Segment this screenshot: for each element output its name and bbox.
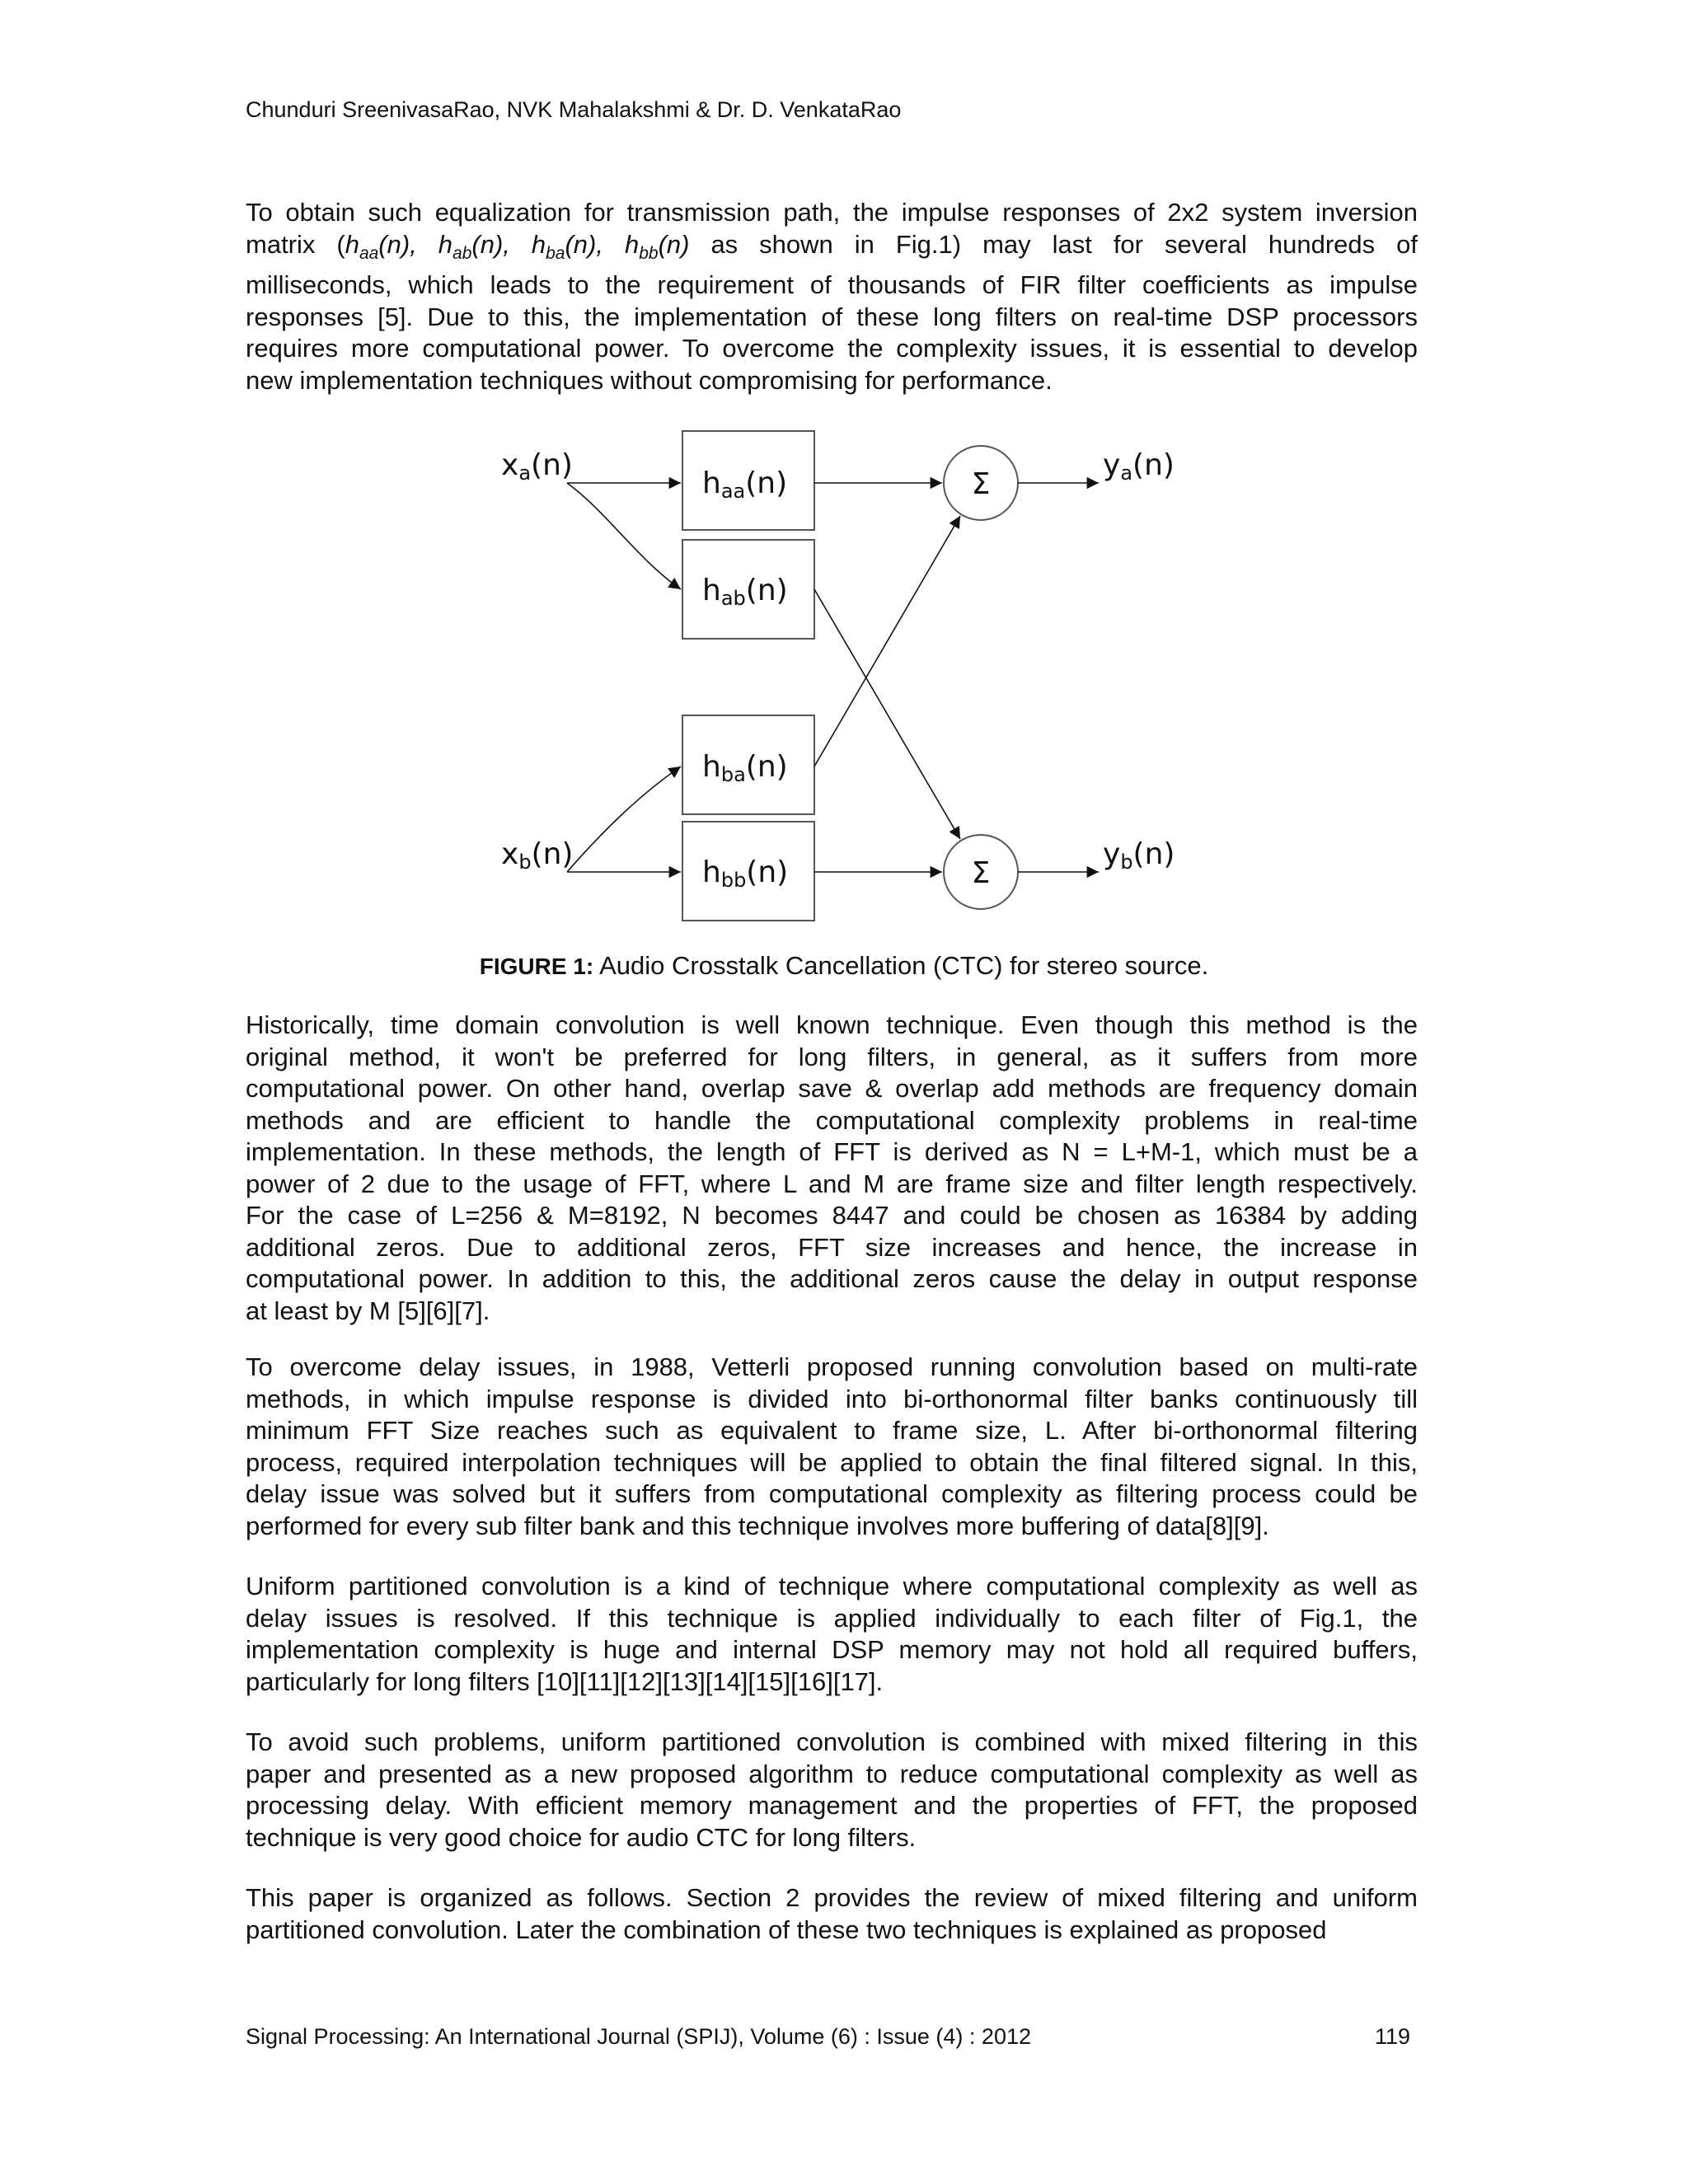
text-line: performed for every sub filter bank and this technique involves more buffering of data[8][9]. — [246, 1511, 1269, 1540]
journal-footer: Signal Processing: An International Journal (SPIJ), Volume (6) : Issue (4) : 2012 — [246, 2024, 1031, 2049]
text-line: technique is very good choice for audio CTC for long filters. — [246, 1822, 917, 1852]
text-line: process, required interpolation techniques will be applied to obtain the final filtered signal. In this, — [246, 1447, 1418, 1477]
text-line: new implementation techniques without compromising for performance. — [246, 365, 1053, 395]
text-line: Uniform partitioned convolution is a kind of technique where computational complexity as well as — [246, 1572, 1418, 1601]
text-line: To obtain such equalization for transmission path, the impulse responses of 2x2 system inversion — [246, 198, 1418, 227]
text-line: milliseconds, which leads to the requirement of thousands of FIR filter coefficients as impulse — [246, 270, 1418, 300]
text-line: computational power. In addition to this, the additional zeros cause the delay in output response — [246, 1264, 1418, 1293]
math-symbol: $h_{ba}(n)$, — [531, 229, 625, 263]
caption-text: Audio Crosstalk Cancellation (CTC) for stereo source. — [593, 951, 1209, 980]
text-line: This paper is organized as follows. Section 2 provides the review of mixed filtering and uniform — [246, 1883, 1418, 1912]
caption-label: FIGURE 1: — [479, 954, 594, 979]
arrow-hab-sum-b — [814, 589, 960, 839]
text-line: For the case of L=256 & M=8192, N becomes 8447 and could be chosen as 16384 by adding — [246, 1201, 1418, 1230]
text-line: power of 2 due to the usage of FFT, where L and M are frame size and filter length respectively. — [246, 1169, 1418, 1198]
page-number: 119 — [1375, 2024, 1411, 2049]
filter-label-haa: haa(n) — [702, 466, 788, 503]
text-line: at least by M [5][6][7]. — [246, 1296, 490, 1325]
text-line: matrix ($h_{aa}(n)$, $h_{ab}(n)$, $h_{ba}(n)$, $h_{bb}(n)$ as shown in Fig.1) may last for several hundreds of — [246, 229, 1418, 263]
output-label-ya: ya(n) — [1103, 448, 1175, 485]
text-line: paper and presented as a new proposed algorithm to reduce computational complexity as well as — [246, 1759, 1418, 1788]
paragraph-vetterli — [246, 1352, 1418, 1542]
sum-symbol-b: Σ — [971, 856, 991, 890]
running-header: Chunduri SreenivasaRao, NVK Mahalakshmi & Dr. D. VenkataRao — [246, 97, 902, 122]
text-line: To overcome delay issues, in 1988, Vetterli proposed running convolution based on multi-rate — [246, 1352, 1418, 1381]
text-line: computational power. On other hand, overlap save & overlap add methods are frequency domain — [246, 1074, 1418, 1103]
text-line: methods, in which impulse response is divided into bi-orthonormal filter banks continuously till — [246, 1384, 1418, 1413]
text-line: Historically, time domain convolution is well known technique. Even though this method is the — [246, 1010, 1418, 1039]
text-line: particularly for long filters [10][11][12][13][14][15][16][17]. — [246, 1666, 884, 1696]
paragraph-organization — [246, 1882, 1418, 1946]
arrow-xb-hba — [567, 766, 681, 872]
input-label-xa: xa(n) — [501, 448, 573, 485]
filter-label-hbb: hbb(n) — [702, 855, 789, 892]
arrow-xa-hab — [567, 483, 681, 589]
text-line: To avoid such problems, uniform partitioned convolution is combined with mixed filtering in this — [246, 1727, 1418, 1756]
intro-paragraph — [246, 197, 1418, 396]
ctc-block-diagram — [462, 412, 1236, 923]
paragraph-uniform-partitioned — [246, 1571, 1418, 1698]
text-line: original method, it won't be preferred for long filters, in general, as it suffers from more — [246, 1042, 1418, 1071]
input-label-xb: xb(n) — [501, 837, 574, 874]
text-line: delay issues is resolved. If this technique is applied individually to each filter of Fig.1, the — [246, 1603, 1418, 1633]
sum-symbol-a: Σ — [971, 467, 991, 501]
text-line: implementation complexity is huge and internal DSP memory may not hold all required buffers, — [246, 1635, 1418, 1664]
filter-label-hba: hba(n) — [702, 750, 788, 786]
math-symbol: $h_{aa}(n)$, — [345, 229, 438, 263]
math-symbol: $h_{ab}(n)$, — [438, 229, 532, 263]
output-label-yb: yb(n) — [1103, 837, 1175, 874]
text-line: requires more computational power. To overcome the complexity issues, it is essential to develop — [246, 334, 1418, 363]
paragraph-proposal — [246, 1727, 1418, 1854]
text-line: responses [5]. Due to this, the implementation of these long filters on real-time DSP processors — [246, 302, 1418, 331]
math-symbol: $h_{bb}(n)$ — [624, 229, 690, 263]
figure-caption — [0, 951, 1688, 981]
text-line: processing delay. With efficient memory management and the properties of FFT, the proposed — [246, 1791, 1418, 1820]
text-line: minimum FFT Size reaches such as equivalent to frame size, L. After bi-orthonormal filtering — [246, 1416, 1418, 1445]
text-line: methods and are efficient to handle the computational complexity problems in real-time — [246, 1105, 1418, 1135]
text-line: partitioned convolution. Later the combination of these two techniques is explained as proposed — [246, 1915, 1327, 1944]
text-line: implementation. In these methods, the length of FFT is derived as N = L+M-1, which must be a — [246, 1137, 1418, 1166]
text-line: delay issue was solved but it suffers from computational complexity as filtering process could be — [246, 1479, 1418, 1508]
paragraph-historical — [246, 1010, 1418, 1327]
text-line: additional zeros. Due to additional zeros, FFT size increases and hence, the increase in — [246, 1232, 1418, 1262]
arrow-hba-sum-a — [814, 516, 960, 766]
filter-label-hab: hab(n) — [702, 574, 788, 610]
